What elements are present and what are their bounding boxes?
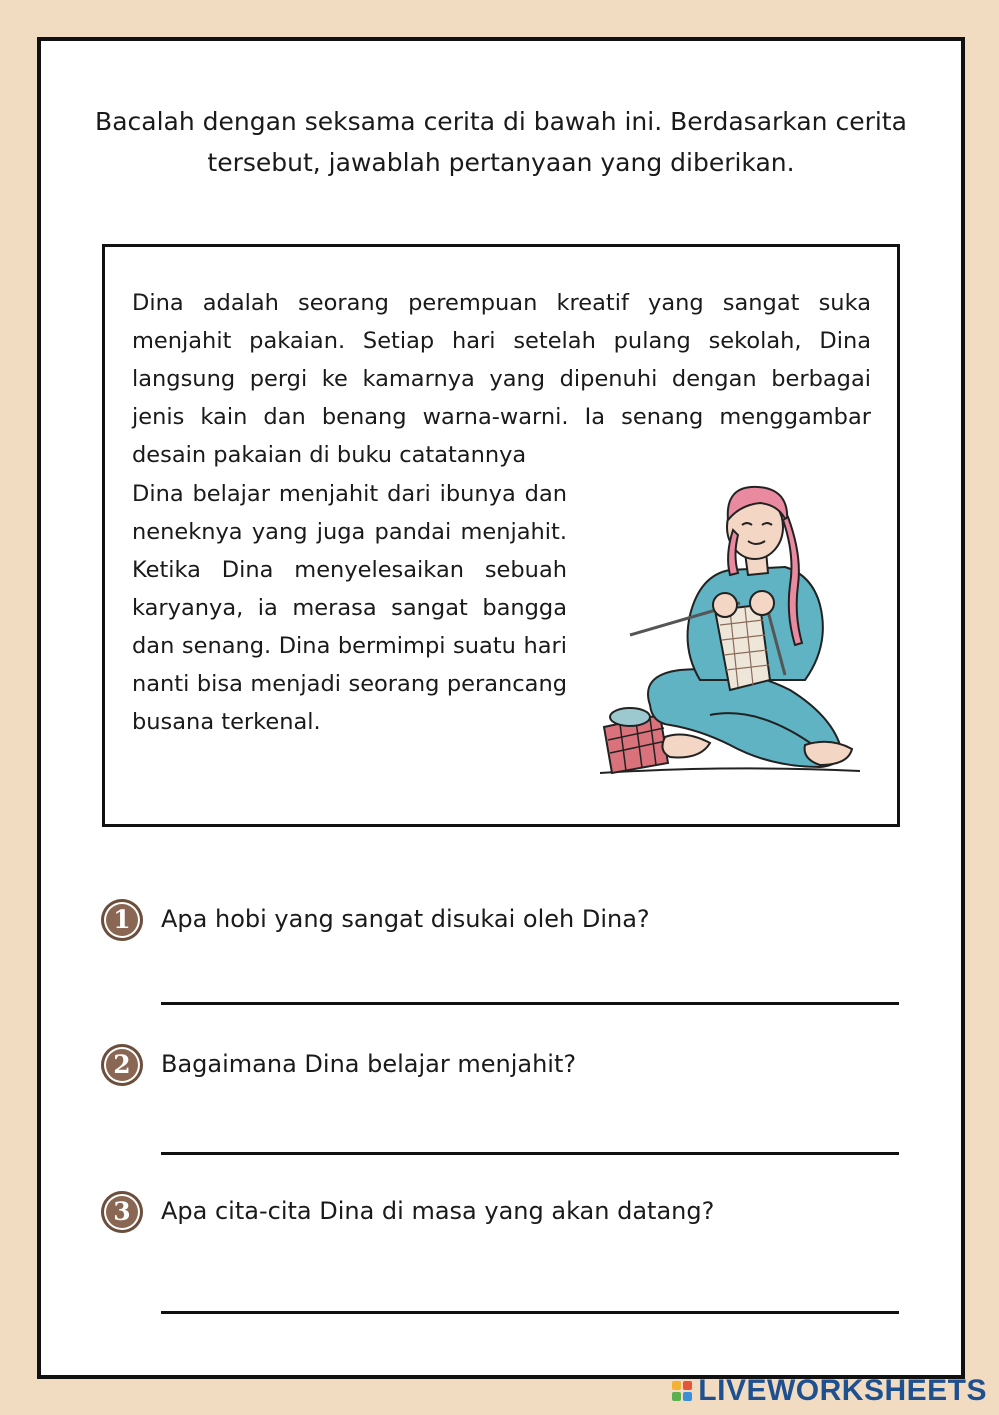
liveworksheets-logo-icon bbox=[672, 1381, 692, 1401]
worksheet-page bbox=[37, 37, 965, 1379]
liveworksheets-watermark bbox=[672, 1374, 987, 1408]
instructions-text: Bacalah dengan seksama cerita di bawah ini. Berdasarkan cerita tersebut, jawablah pertanyaan yang diberikan. bbox=[95, 107, 907, 177]
question-number-badge: 1 bbox=[101, 899, 143, 941]
story-paragraph-1: Dina adalah seorang perempuan kreatif yang sangat suka menjahit pakaian. Setiap hari setelah pulang sekolah, Dina langsung pergi ke kamarnya yang dipenuhi dengan berbagai jenis kain dan benang warna-warni. Ia senang menggambar desain pakaian di buku catatannya bbox=[132, 290, 871, 468]
story-paragraph-2: Dina belajar menjahit dari ibunya dan neneknya yang juga pandai menjahit. Ketika Dina menyelesaikan sebuah karyanya, ia merasa sangat bangga dan senang. Dina bermimpi suatu hari nanti bisa menjadi seorang perancang busana terkenal. bbox=[132, 481, 567, 735]
question-number-badge: 2 bbox=[101, 1044, 143, 1086]
question-3 bbox=[101, 1191, 901, 1321]
question-2 bbox=[101, 1044, 901, 1174]
question-text: Bagaimana Dina belajar menjahit? bbox=[161, 1050, 577, 1078]
watermark-text: LIVEWORKSHEETS bbox=[698, 1374, 987, 1407]
answer-line[interactable] bbox=[161, 1002, 899, 1005]
question-1 bbox=[101, 899, 901, 1029]
question-number-badge: 3 bbox=[101, 1191, 143, 1233]
story-box bbox=[102, 244, 900, 827]
question-text: Apa hobi yang sangat disukai oleh Dina? bbox=[161, 905, 650, 933]
answer-line[interactable] bbox=[161, 1152, 899, 1155]
question-text: Apa cita-cita Dina di masa yang akan datang? bbox=[161, 1197, 715, 1225]
girl-knitting-illustration bbox=[590, 475, 870, 785]
answer-line[interactable] bbox=[161, 1311, 899, 1314]
